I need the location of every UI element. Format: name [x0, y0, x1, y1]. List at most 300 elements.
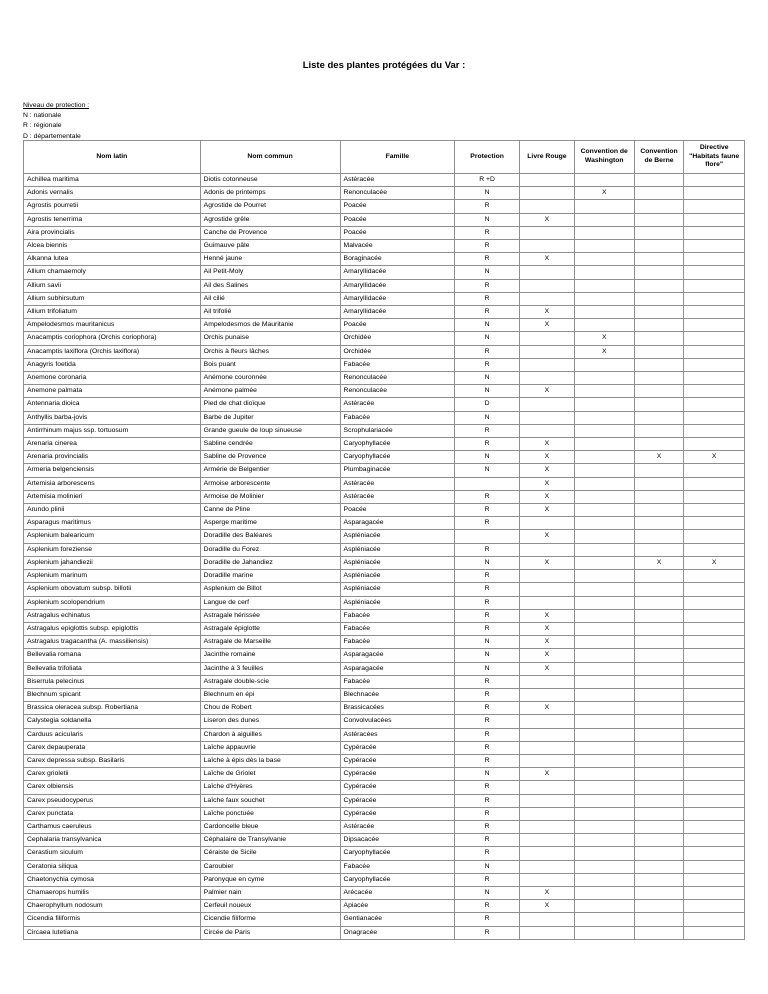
cell-famille: Aspléniacée: [340, 570, 455, 583]
cell-convention-berne: [634, 886, 684, 899]
cell-convention-berne: [634, 332, 684, 345]
cell-protection: R: [455, 900, 520, 913]
table-row: [24, 556, 745, 569]
cell-convention-washington: [574, 292, 634, 305]
cell-nom-commun: Ail cilié: [200, 292, 340, 305]
cell-nom-latin: Anemone palmata: [24, 385, 201, 398]
cell-convention-washington: [574, 226, 634, 239]
cell-directive-habitats: [684, 306, 745, 319]
cell-protection: R: [455, 292, 520, 305]
cell-nom-commun: Cardoncelle bleue: [200, 820, 340, 833]
cell-nom-commun: Agrostide de Pourret: [200, 200, 340, 213]
cell-directive-habitats: [684, 886, 745, 899]
cell-protection: R: [455, 570, 520, 583]
plants-table: [23, 140, 745, 940]
cell-famille: Onagracée: [340, 926, 455, 939]
cell-convention-berne: X: [634, 556, 684, 569]
cell-nom-commun: Ail des Salines: [200, 279, 340, 292]
table-row: [24, 688, 745, 701]
cell-livre-rouge: X: [520, 900, 575, 913]
table-row: [24, 768, 745, 781]
cell-directive-habitats: [684, 319, 745, 332]
cell-famille: Renonculacée: [340, 372, 455, 385]
cell-livre-rouge: [520, 543, 575, 556]
cell-directive-habitats: X: [684, 451, 745, 464]
table-row: [24, 464, 745, 477]
table-row: [24, 609, 745, 622]
cell-livre-rouge: X: [520, 451, 575, 464]
cell-protection: N: [455, 886, 520, 899]
cell-nom-commun: Armoise arborescente: [200, 477, 340, 490]
cell-convention-berne: [634, 292, 684, 305]
cell-convention-berne: X: [634, 451, 684, 464]
cell-directive-habitats: [684, 424, 745, 437]
cell-nom-latin: Cephalaria transylvanica: [24, 834, 201, 847]
cell-protection: N: [455, 636, 520, 649]
cell-nom-commun: Laîche faux souchet: [200, 794, 340, 807]
cell-nom-latin: Carex olbiensis: [24, 781, 201, 794]
cell-convention-washington: [574, 794, 634, 807]
cell-famille: Amaryllidacée: [340, 279, 455, 292]
cell-nom-commun: Laîche ponctuée: [200, 807, 340, 820]
cell-famille: Fabacée: [340, 636, 455, 649]
cell-nom-commun: Caroubier: [200, 860, 340, 873]
cell-directive-habitats: [684, 649, 745, 662]
cell-nom-latin: Carex depressa subsp. Basilaris: [24, 754, 201, 767]
cell-convention-washington: X: [574, 345, 634, 358]
cell-nom-commun: Liseron des dunes: [200, 715, 340, 728]
column-header-livre-rouge: Livre Rouge: [520, 141, 575, 174]
table-row: [24, 596, 745, 609]
cell-directive-habitats: [684, 385, 745, 398]
cell-nom-latin: Carthamus caeruleus: [24, 820, 201, 833]
cell-convention-berne: [634, 490, 684, 503]
cell-nom-commun: Ail Petit-Moly: [200, 266, 340, 279]
cell-protection: R: [455, 728, 520, 741]
cell-nom-latin: Allium chamaemoly: [24, 266, 201, 279]
cell-convention-washington: [574, 240, 634, 253]
cell-protection: R: [455, 715, 520, 728]
cell-famille: Cypéracée: [340, 807, 455, 820]
cell-nom-latin: Adonis vernalis: [24, 187, 201, 200]
cell-convention-berne: [634, 240, 684, 253]
cell-directive-habitats: [684, 398, 745, 411]
cell-nom-latin: Alcea biennis: [24, 240, 201, 253]
cell-nom-commun: Anémone palmée: [200, 385, 340, 398]
cell-nom-commun: Astragale hérissée: [200, 609, 340, 622]
cell-nom-commun: Chou de Robert: [200, 702, 340, 715]
table-row: [24, 702, 745, 715]
cell-convention-washington: [574, 464, 634, 477]
cell-convention-washington: [574, 873, 634, 886]
table-row: [24, 372, 745, 385]
cell-convention-berne: [634, 174, 684, 187]
cell-nom-commun: Laîche appauvrie: [200, 741, 340, 754]
cell-convention-washington: [574, 279, 634, 292]
cell-nom-latin: Astragalus epiglottis subsp. epiglottis: [24, 622, 201, 635]
cell-convention-washington: [574, 477, 634, 490]
cell-nom-latin: Anemone coronaria: [24, 372, 201, 385]
cell-protection: N: [455, 556, 520, 569]
cell-livre-rouge: [520, 715, 575, 728]
cell-nom-commun: Sabline de Provence: [200, 451, 340, 464]
cell-convention-washington: [574, 781, 634, 794]
table-row: [24, 886, 745, 899]
cell-livre-rouge: [520, 675, 575, 688]
cell-protection: R +D: [455, 174, 520, 187]
cell-livre-rouge: X: [520, 213, 575, 226]
cell-convention-berne: [634, 306, 684, 319]
cell-protection: R: [455, 702, 520, 715]
cell-protection: R: [455, 596, 520, 609]
legend-heading: Niveau de protection :: [23, 102, 90, 109]
cell-livre-rouge: [520, 781, 575, 794]
cell-directive-habitats: [684, 226, 745, 239]
cell-protection: R: [455, 622, 520, 635]
cell-directive-habitats: [684, 926, 745, 939]
cell-convention-berne: [634, 372, 684, 385]
cell-livre-rouge: [520, 266, 575, 279]
page-title: Liste des plantes protégées du Var :: [302, 60, 466, 71]
cell-famille: Cypéracée: [340, 781, 455, 794]
cell-directive-habitats: [684, 702, 745, 715]
cell-convention-berne: [634, 345, 684, 358]
cell-convention-washington: [574, 451, 634, 464]
cell-convention-washington: [574, 609, 634, 622]
cell-convention-washington: [574, 662, 634, 675]
cell-protection: [455, 530, 520, 543]
cell-livre-rouge: X: [520, 636, 575, 649]
cell-nom-commun: Canche de Provence: [200, 226, 340, 239]
cell-famille: Astéracée: [340, 490, 455, 503]
cell-convention-washington: [574, 820, 634, 833]
cell-famille: Poacée: [340, 319, 455, 332]
table-row: [24, 213, 745, 226]
cell-directive-habitats: [684, 477, 745, 490]
cell-famille: Astéracée: [340, 398, 455, 411]
cell-convention-washington: [574, 543, 634, 556]
cell-nom-commun: Palmier nain: [200, 886, 340, 899]
table-row: [24, 622, 745, 635]
cell-directive-habitats: [684, 794, 745, 807]
cell-livre-rouge: [520, 200, 575, 213]
cell-nom-commun: Agrostide grêle: [200, 213, 340, 226]
cell-protection: R: [455, 609, 520, 622]
cell-directive-habitats: [684, 200, 745, 213]
cell-convention-berne: [634, 781, 684, 794]
table-row: [24, 834, 745, 847]
legend-item-nationale: N : nationale: [23, 112, 62, 120]
cell-convention-berne: [634, 715, 684, 728]
cell-famille: Fabacée: [340, 675, 455, 688]
cell-convention-washington: [574, 490, 634, 503]
cell-nom-commun: Doradille des Baléares: [200, 530, 340, 543]
table-row: [24, 781, 745, 794]
cell-convention-berne: [634, 596, 684, 609]
table-row: [24, 226, 745, 239]
cell-livre-rouge: [520, 728, 575, 741]
table-row: [24, 741, 745, 754]
cell-nom-commun: Doradille du Forez: [200, 543, 340, 556]
cell-protection: N: [455, 411, 520, 424]
cell-convention-berne: [634, 583, 684, 596]
cell-livre-rouge: X: [520, 306, 575, 319]
cell-nom-commun: Pied de chat dioïque: [200, 398, 340, 411]
table-row: [24, 794, 745, 807]
cell-protection: R: [455, 675, 520, 688]
table-row: [24, 754, 745, 767]
cell-convention-berne: [634, 820, 684, 833]
cell-nom-latin: Armeria belgenciensis: [24, 464, 201, 477]
cell-convention-washington: [574, 556, 634, 569]
cell-livre-rouge: [520, 292, 575, 305]
cell-nom-latin: Carduus acicularis: [24, 728, 201, 741]
cell-convention-washington: [574, 517, 634, 530]
cell-nom-latin: Cicendia filiformis: [24, 913, 201, 926]
cell-famille: Aspléniacée: [340, 530, 455, 543]
cell-livre-rouge: [520, 820, 575, 833]
table-row: [24, 253, 745, 266]
cell-livre-rouge: [520, 411, 575, 424]
cell-protection: R: [455, 688, 520, 701]
cell-convention-berne: [634, 649, 684, 662]
cell-protection: R: [455, 438, 520, 451]
cell-nom-latin: Anagyris foetida: [24, 358, 201, 371]
table-row: [24, 266, 745, 279]
cell-livre-rouge: X: [520, 477, 575, 490]
table-row: [24, 398, 745, 411]
cell-convention-washington: [574, 913, 634, 926]
table-row: [24, 583, 745, 596]
cell-nom-latin: Artemisia molinieri: [24, 490, 201, 503]
cell-directive-habitats: [684, 662, 745, 675]
cell-nom-latin: Bellevalia trifoliata: [24, 662, 201, 675]
cell-nom-commun: Céraiste de Sicile: [200, 847, 340, 860]
header-row: [24, 141, 745, 174]
cell-famille: Dipsacacée: [340, 834, 455, 847]
cell-convention-berne: [634, 847, 684, 860]
cell-directive-habitats: [684, 913, 745, 926]
cell-convention-washington: [574, 622, 634, 635]
cell-convention-washington: [574, 570, 634, 583]
cell-convention-berne: [634, 609, 684, 622]
cell-protection: R: [455, 834, 520, 847]
cell-nom-latin: Chamaerops humilis: [24, 886, 201, 899]
cell-famille: Aspléniacée: [340, 556, 455, 569]
cell-famille: Asparagacée: [340, 517, 455, 530]
cell-famille: Boraginacée: [340, 253, 455, 266]
cell-directive-habitats: [684, 622, 745, 635]
cell-protection: R: [455, 490, 520, 503]
cell-nom-commun: Laîche à épis dès la base: [200, 754, 340, 767]
cell-directive-habitats: [684, 411, 745, 424]
cell-famille: Malvacée: [340, 240, 455, 253]
cell-convention-berne: [634, 754, 684, 767]
table-row: [24, 240, 745, 253]
cell-nom-commun: Ampelodesmos de Mauritanie: [200, 319, 340, 332]
cell-nom-latin: Calystegia soldanella: [24, 715, 201, 728]
cell-famille: Poacée: [340, 226, 455, 239]
table-body: [24, 174, 745, 940]
cell-nom-latin: Anacamptis laxiflora (Orchis laxiflora): [24, 345, 201, 358]
cell-nom-latin: Anthyllis barba-jovis: [24, 411, 201, 424]
cell-nom-latin: Asplenium jahandiezii: [24, 556, 201, 569]
cell-nom-commun: Laîche d'Hyères: [200, 781, 340, 794]
cell-nom-commun: Paronyque en cyme: [200, 873, 340, 886]
cell-convention-berne: [634, 253, 684, 266]
cell-nom-commun: Armoise de Molinier: [200, 490, 340, 503]
cell-convention-berne: [634, 530, 684, 543]
cell-convention-berne: [634, 411, 684, 424]
cell-convention-berne: [634, 675, 684, 688]
cell-nom-latin: Asplenium obovatum subsp. billotii: [24, 583, 201, 596]
cell-livre-rouge: [520, 517, 575, 530]
cell-nom-commun: Doradille marine: [200, 570, 340, 583]
table-row: [24, 411, 745, 424]
cell-convention-berne: [634, 279, 684, 292]
table-row: [24, 675, 745, 688]
cell-livre-rouge: [520, 794, 575, 807]
cell-convention-washington: [574, 754, 634, 767]
cell-protection: R: [455, 926, 520, 939]
cell-convention-washington: [574, 728, 634, 741]
cell-famille: Amaryllidacée: [340, 292, 455, 305]
cell-nom-latin: Ceratonia siliqua: [24, 860, 201, 873]
cell-livre-rouge: [520, 847, 575, 860]
cell-livre-rouge: X: [520, 702, 575, 715]
cell-nom-latin: Arenaria provincialis: [24, 451, 201, 464]
cell-protection: R: [455, 913, 520, 926]
cell-nom-commun: Laîche de Griolet: [200, 768, 340, 781]
cell-convention-berne: [634, 570, 684, 583]
cell-convention-washington: [574, 253, 634, 266]
cell-convention-berne: [634, 807, 684, 820]
table-row: [24, 860, 745, 873]
cell-protection: [455, 477, 520, 490]
cell-livre-rouge: [520, 741, 575, 754]
cell-nom-latin: Astragalus tragacantha (A. massiliensis): [24, 636, 201, 649]
cell-famille: Orchidée: [340, 332, 455, 345]
cell-nom-commun: Armérie de Belgentier: [200, 464, 340, 477]
cell-protection: R: [455, 794, 520, 807]
cell-convention-washington: [574, 319, 634, 332]
cell-protection: N: [455, 662, 520, 675]
cell-nom-latin: Chaetonychia cymosa: [24, 873, 201, 886]
cell-convention-washington: [574, 306, 634, 319]
cell-famille: Poacée: [340, 200, 455, 213]
cell-convention-washington: [574, 926, 634, 939]
cell-famille: Arécacée: [340, 886, 455, 899]
cell-livre-rouge: [520, 372, 575, 385]
cell-nom-latin: Asplenium scolopendrium: [24, 596, 201, 609]
cell-protection: N: [455, 860, 520, 873]
cell-convention-washington: [574, 702, 634, 715]
cell-nom-commun: Astragale épiglotte: [200, 622, 340, 635]
cell-livre-rouge: X: [520, 385, 575, 398]
cell-nom-latin: Agrostis tenerrima: [24, 213, 201, 226]
cell-convention-washington: [574, 715, 634, 728]
cell-protection: N: [455, 385, 520, 398]
table-row: [24, 820, 745, 833]
table-row: [24, 728, 745, 741]
cell-directive-habitats: [684, 372, 745, 385]
cell-famille: Aspléniacée: [340, 583, 455, 596]
cell-nom-latin: Carex grioletii: [24, 768, 201, 781]
cell-protection: R: [455, 306, 520, 319]
cell-livre-rouge: [520, 240, 575, 253]
cell-livre-rouge: [520, 583, 575, 596]
cell-famille: Convolvulacées: [340, 715, 455, 728]
column-header-protection: Protection: [455, 141, 520, 174]
table-row: [24, 345, 745, 358]
cell-directive-habitats: [684, 754, 745, 767]
cell-protection: R: [455, 504, 520, 517]
cell-famille: Astéracée: [340, 477, 455, 490]
cell-convention-berne: [634, 385, 684, 398]
cell-convention-berne: [634, 702, 684, 715]
cell-convention-berne: [634, 926, 684, 939]
cell-nom-latin: Arundo plinii: [24, 504, 201, 517]
cell-convention-berne: [634, 398, 684, 411]
cell-directive-habitats: [684, 741, 745, 754]
cell-directive-habitats: [684, 847, 745, 860]
cell-convention-washington: [574, 358, 634, 371]
cell-famille: Renonculacée: [340, 385, 455, 398]
cell-protection: N: [455, 464, 520, 477]
cell-directive-habitats: [684, 570, 745, 583]
cell-famille: Cypéracée: [340, 794, 455, 807]
cell-directive-habitats: [684, 781, 745, 794]
cell-nom-latin: Achillea maritima: [24, 174, 201, 187]
cell-convention-washington: [574, 688, 634, 701]
cell-protection: N: [455, 266, 520, 279]
cell-livre-rouge: [520, 279, 575, 292]
cell-nom-latin: Blechnum spicant: [24, 688, 201, 701]
cell-directive-habitats: [684, 728, 745, 741]
cell-convention-washington: [574, 200, 634, 213]
cell-directive-habitats: [684, 834, 745, 847]
cell-convention-berne: [634, 464, 684, 477]
cell-famille: Cypéracée: [340, 768, 455, 781]
cell-famille: Amaryllidacée: [340, 266, 455, 279]
table-row: [24, 900, 745, 913]
cell-convention-berne: [634, 741, 684, 754]
cell-famille: Brassicacées: [340, 702, 455, 715]
table-row: [24, 543, 745, 556]
cell-nom-commun: Barbe de Jupiter: [200, 411, 340, 424]
cell-directive-habitats: [684, 900, 745, 913]
cell-protection: R: [455, 226, 520, 239]
table-row: [24, 517, 745, 530]
cell-convention-washington: [574, 504, 634, 517]
cell-nom-commun: Sabline cendrée: [200, 438, 340, 451]
cell-convention-washington: [574, 424, 634, 437]
table-row: [24, 385, 745, 398]
cell-livre-rouge: X: [520, 438, 575, 451]
cell-nom-commun: Grande gueule de loup sinueuse: [200, 424, 340, 437]
cell-protection: R: [455, 345, 520, 358]
cell-livre-rouge: X: [520, 622, 575, 635]
cell-nom-latin: Circaea lutetiana: [24, 926, 201, 939]
cell-nom-commun: Orchis punaise: [200, 332, 340, 345]
cell-nom-commun: Cerfeuil noueux: [200, 900, 340, 913]
cell-convention-berne: [634, 266, 684, 279]
cell-famille: Orchidée: [340, 345, 455, 358]
cell-famille: Aspléniacée: [340, 543, 455, 556]
cell-convention-washington: [574, 385, 634, 398]
cell-nom-commun: Chardon à aiguilles: [200, 728, 340, 741]
cell-famille: Gentianacée: [340, 913, 455, 926]
